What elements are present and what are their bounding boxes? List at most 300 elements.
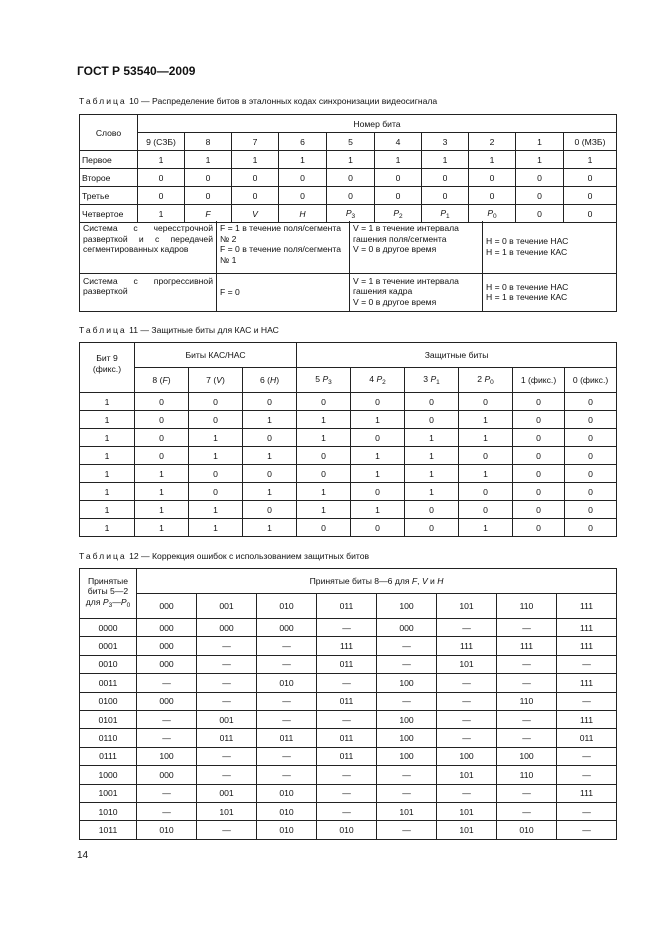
table11-cell: 0 <box>565 519 617 537</box>
table10-row-name: Четвертое <box>80 205 138 223</box>
table10-cell: 0 <box>138 187 185 205</box>
table12-cell: 100 <box>497 747 557 765</box>
table11-cell: 1 <box>459 429 513 447</box>
table12-cell: — <box>437 710 497 728</box>
table11-sub-header-0: 8 (F) <box>135 368 189 393</box>
table12-row <box>80 710 617 728</box>
table12-row-key: 0010 <box>80 655 137 673</box>
table12-row <box>80 821 617 839</box>
table10-body <box>80 151 617 223</box>
table11-cell: 0 <box>513 393 565 411</box>
table10-cell: 0 <box>327 169 375 187</box>
table10-cell: 1 <box>422 151 469 169</box>
table12-cell: — <box>257 766 317 784</box>
table11-cell: 0 <box>351 483 405 501</box>
table11-cell: 1 <box>405 483 459 501</box>
table12-cell: — <box>257 637 317 655</box>
table12-cell: — <box>197 821 257 839</box>
table11-group2-header: Защитные биты <box>297 343 617 368</box>
table12-cell: — <box>197 637 257 655</box>
table10-cell: 0 <box>516 205 564 223</box>
table12-cell: — <box>377 784 437 802</box>
table10-cell: 0 <box>469 169 516 187</box>
table12-cell: 100 <box>377 710 437 728</box>
table12-cell: — <box>557 747 617 765</box>
table11-cell: 1 <box>135 465 189 483</box>
table11-cell: 0 <box>513 465 565 483</box>
table11-cell: 1 <box>405 447 459 465</box>
table12-sub-header-4: 100 <box>377 594 437 619</box>
table12-cell: — <box>497 784 557 802</box>
table10-bit-header-3: 6 <box>279 133 327 151</box>
table11-caption-num: 11 <box>129 325 139 335</box>
table11-cell: 0 <box>565 393 617 411</box>
table12-row-key: 1000 <box>80 766 137 784</box>
table11-row <box>80 393 617 411</box>
table11-sub-header-4: 4 $P_2$ <box>351 368 405 393</box>
table12-row <box>80 637 617 655</box>
table12-cell: — <box>437 619 497 637</box>
table12-row-key: 1001 <box>80 784 137 802</box>
table12-sub-header-1: 001 <box>197 594 257 619</box>
table10-bit-header-9: 0 (МЗБ) <box>564 133 617 151</box>
table11-cell: 0 <box>189 411 243 429</box>
table12-cell: 100 <box>377 729 437 747</box>
table12-cell: — <box>317 784 377 802</box>
table11-cell: 0 <box>351 429 405 447</box>
table12-cell: 000 <box>197 619 257 637</box>
table12-cell: — <box>437 784 497 802</box>
table10-bitnum-header: Номер бита <box>138 115 617 133</box>
table11-caption-label: Таблица <box>79 325 127 335</box>
table11-cell: 0 <box>565 447 617 465</box>
table12-cell: 101 <box>437 802 497 820</box>
table12-cell: — <box>197 692 257 710</box>
table11-cell: 0 <box>135 393 189 411</box>
table11-cell: 0 <box>297 519 351 537</box>
table11-cell: 0 <box>189 393 243 411</box>
table12-cell: — <box>137 802 197 820</box>
table11-cell: 1 <box>80 501 135 519</box>
table12-cell: — <box>137 784 197 802</box>
table12-cell: 000 <box>137 655 197 673</box>
table11-row <box>80 447 617 465</box>
table12-cell: — <box>497 619 557 637</box>
table11-cell: 0 <box>135 411 189 429</box>
table10-cell: V <box>232 205 279 223</box>
progressive-h: H = 0 в течение НАС H = 1 в течение КАС <box>483 273 617 311</box>
table11-cell: 0 <box>243 501 297 519</box>
table11-sub-header-8: 0 (фикс.) <box>565 368 617 393</box>
table11-cell: 0 <box>351 393 405 411</box>
table12-row <box>80 692 617 710</box>
table11-cell: 1 <box>405 465 459 483</box>
table11-cell: 0 <box>513 411 565 429</box>
table11-cell: 0 <box>243 393 297 411</box>
table12-row <box>80 729 617 747</box>
table10-cell: F <box>185 205 232 223</box>
table12-cell: 111 <box>557 710 617 728</box>
table12-cell: 111 <box>557 674 617 692</box>
table12-row-key: 1011 <box>80 821 137 839</box>
table12-cell: 111 <box>557 637 617 655</box>
table12-cell: — <box>497 802 557 820</box>
table10-row <box>80 187 617 205</box>
table12-row-key: 0000 <box>80 619 137 637</box>
table12-sub-header-2: 010 <box>257 594 317 619</box>
table11-cell: 0 <box>351 519 405 537</box>
table10-cell: 1 <box>516 151 564 169</box>
table12-cell: — <box>317 674 377 692</box>
table11-cell: 1 <box>243 447 297 465</box>
table12-cell: — <box>557 766 617 784</box>
table12-cell: 101 <box>437 766 497 784</box>
table11-cell: 1 <box>297 429 351 447</box>
table11-cell: 0 <box>189 465 243 483</box>
table12-cell: — <box>377 637 437 655</box>
table11-cell: 1 <box>351 447 405 465</box>
table10-cell: 0 <box>279 187 327 205</box>
table10-cell: 0 <box>564 169 617 187</box>
table10-cell: 0 <box>422 169 469 187</box>
table10-cell: $P_1$ <box>422 205 469 223</box>
table11-cell: 0 <box>513 501 565 519</box>
table11-cell: 0 <box>565 411 617 429</box>
table12-cell: — <box>317 710 377 728</box>
table12-sub-header-5: 101 <box>437 594 497 619</box>
table12-row-key: 0100 <box>80 692 137 710</box>
table12-cell: — <box>377 821 437 839</box>
table11-row <box>80 429 617 447</box>
table11-sub-header-1: 7 (V) <box>189 368 243 393</box>
table12-cell: 000 <box>137 766 197 784</box>
table12-row-key: 0001 <box>80 637 137 655</box>
table12-cell: — <box>377 655 437 673</box>
table12-cell: 100 <box>137 747 197 765</box>
table12-caption-label: Таблица <box>79 551 127 561</box>
table10-cell: 1 <box>279 151 327 169</box>
table10-row <box>80 169 617 187</box>
table11-body <box>80 393 617 537</box>
table11-cell: 0 <box>243 465 297 483</box>
table10-caption-text: — Распределение битов в эталонных кодах синхронизации видеосигнала <box>141 96 438 106</box>
table11-cell: 0 <box>405 411 459 429</box>
table12-sub-header-3: 011 <box>317 594 377 619</box>
table12-row <box>80 802 617 820</box>
table10-cell: 0 <box>564 205 617 223</box>
table11-cell: 0 <box>405 501 459 519</box>
interlaced-v: V = 1 в течение интервала гашения поля/сегмента V = 0 в другое время <box>350 221 483 273</box>
table11-sub-header-6: 2 $P_0$ <box>459 368 513 393</box>
table11-sub-header-3: 5 $P_3$ <box>297 368 351 393</box>
table12-row-key: 0111 <box>80 747 137 765</box>
progressive-label: Система с прогрессивной разверткой <box>80 273 217 311</box>
table11-cell: 0 <box>243 429 297 447</box>
table12-cell: 100 <box>437 747 497 765</box>
table11-group1-header: Биты КАС/НАС <box>135 343 297 368</box>
table10-cell: 1 <box>138 151 185 169</box>
table11-cell: 1 <box>243 519 297 537</box>
table12-cell: 000 <box>257 619 317 637</box>
table10-cell: 0 <box>185 187 232 205</box>
interlaced-label: Система с чересстрочной разверткой и с передачей сегментированных кадров <box>80 221 217 273</box>
table11-cell: 0 <box>513 429 565 447</box>
table11 <box>79 342 617 537</box>
table10-cell: 1 <box>138 205 185 223</box>
table10-cell: 0 <box>138 169 185 187</box>
table12-cell: 011 <box>317 747 377 765</box>
table10-bit-header-6: 3 <box>422 133 469 151</box>
table11-cell: 1 <box>80 519 135 537</box>
table11-cell: 1 <box>135 501 189 519</box>
table11-cell: 0 <box>513 483 565 501</box>
interlaced-h: H = 0 в течение НАС H = 1 в течение КАС <box>483 221 617 273</box>
table10-bit-header-4: 5 <box>327 133 375 151</box>
table12-cell: — <box>557 821 617 839</box>
table11-sub-row <box>80 368 617 393</box>
table10-bit-header-7: 2 <box>469 133 516 151</box>
table10-cell: $P_2$ <box>375 205 422 223</box>
table11-cell: 1 <box>80 447 135 465</box>
table10-row <box>80 205 617 223</box>
table11-cell: 1 <box>459 411 513 429</box>
table10-cell: $P_3$ <box>327 205 375 223</box>
table11-cell: 0 <box>459 483 513 501</box>
table11-cell: 1 <box>80 483 135 501</box>
table12-row <box>80 766 617 784</box>
table11-cell: 0 <box>459 501 513 519</box>
table11-cell: 0 <box>297 447 351 465</box>
table12-cell: — <box>437 692 497 710</box>
table12-cell: — <box>137 674 197 692</box>
table11-cell: 1 <box>189 447 243 465</box>
table12-cell: 010 <box>257 674 317 692</box>
table10-cell: 0 <box>375 169 422 187</box>
table11-cell: 1 <box>80 465 135 483</box>
table11-sub-header-2: 6 (H) <box>243 368 297 393</box>
table11-cell: 0 <box>513 447 565 465</box>
table12-cell: — <box>437 729 497 747</box>
table12-cell: 011 <box>317 729 377 747</box>
table12-cell: — <box>257 655 317 673</box>
table10-cell: 0 <box>422 187 469 205</box>
table12-cell: — <box>497 710 557 728</box>
table11-cell: 0 <box>135 447 189 465</box>
table11-cell: 0 <box>459 447 513 465</box>
table12-cell: 001 <box>197 784 257 802</box>
table12-cell: 101 <box>437 655 497 673</box>
table10-bit-header-0: 9 (СЗБ) <box>138 133 185 151</box>
table12 <box>79 568 617 840</box>
table11-cell: 1 <box>405 429 459 447</box>
table11-cell: 0 <box>459 393 513 411</box>
table10-word-header: Слово <box>80 115 138 151</box>
table11-cell: 0 <box>189 483 243 501</box>
table10-caption-num: 10 <box>129 96 139 106</box>
table11-cell: 1 <box>80 429 135 447</box>
table12-cell: 010 <box>137 821 197 839</box>
table11-cell: 1 <box>135 519 189 537</box>
table12-cell: 100 <box>377 747 437 765</box>
table12-sub-row <box>80 594 617 619</box>
table11-cell: 0 <box>565 429 617 447</box>
table11-cell: 1 <box>80 411 135 429</box>
table12-received-header: Принятые биты 5—2 для $P_3—P_0$ <box>80 569 137 619</box>
table10-cell: 0 <box>516 169 564 187</box>
table11-row <box>80 501 617 519</box>
table12-cell: 111 <box>557 784 617 802</box>
table12-row <box>80 747 617 765</box>
table10-row-name: Второе <box>80 169 138 187</box>
table12-cell: — <box>257 692 317 710</box>
table10-cell: $P_0$ <box>469 205 516 223</box>
table10-cell: 0 <box>279 169 327 187</box>
table12-cell: 100 <box>377 674 437 692</box>
table12-cell: — <box>497 674 557 692</box>
table12-row-key: 0101 <box>80 710 137 728</box>
table10-notes <box>79 221 617 312</box>
table11-cell: 0 <box>297 465 351 483</box>
table12-row-key: 0011 <box>80 674 137 692</box>
table12-cell: 110 <box>497 766 557 784</box>
table12-cell: — <box>317 802 377 820</box>
table11-cell: 1 <box>189 429 243 447</box>
table11-cell: 0 <box>135 429 189 447</box>
table12-sub-header-7: 111 <box>557 594 617 619</box>
table11-bit9-header: Бит 9 (фикс.) <box>80 343 135 393</box>
table12-cell: 010 <box>257 821 317 839</box>
table10-bit-header-8: 1 <box>516 133 564 151</box>
table10-cell: 0 <box>327 187 375 205</box>
table12-cell: 101 <box>437 821 497 839</box>
table10-cell: 0 <box>232 187 279 205</box>
table12-row <box>80 619 617 637</box>
table11-row <box>80 483 617 501</box>
table12-cell: — <box>377 766 437 784</box>
table11-cell: 1 <box>189 501 243 519</box>
table12-row-key: 0110 <box>80 729 137 747</box>
table12-cell: 011 <box>197 729 257 747</box>
table12-cell: 101 <box>197 802 257 820</box>
table12-cell: — <box>557 802 617 820</box>
table12-cell: — <box>257 747 317 765</box>
table12-cell: — <box>317 619 377 637</box>
table12-cell: — <box>137 729 197 747</box>
table12-cell: 010 <box>257 784 317 802</box>
table11-cell: 1 <box>297 411 351 429</box>
table12-cell: — <box>437 674 497 692</box>
table10-cell: 1 <box>564 151 617 169</box>
table12-cell: — <box>557 692 617 710</box>
table10-bit-header-5: 4 <box>375 133 422 151</box>
interlaced-f: F = 1 в течение поля/сегмента № 2 F = 0 в течение поля/сегмента № 1 <box>217 221 350 273</box>
table12-row <box>80 655 617 673</box>
table11-row <box>80 465 617 483</box>
table10-row-name: Третье <box>80 187 138 205</box>
table12-cell: 111 <box>437 637 497 655</box>
table12-cell: 110 <box>497 692 557 710</box>
table12-cell: 010 <box>257 802 317 820</box>
table12-cell: 011 <box>317 692 377 710</box>
table11-caption-text: — Защитные биты для КАС и НАС <box>140 325 279 335</box>
table11-cell: 0 <box>405 393 459 411</box>
table12-cell: — <box>557 655 617 673</box>
table12-cell: 011 <box>257 729 317 747</box>
table10-cell: 0 <box>469 187 516 205</box>
page-number: 14 <box>77 850 89 861</box>
table12-cell: — <box>257 710 317 728</box>
table10-cell: 0 <box>232 169 279 187</box>
table12-cell: 010 <box>497 821 557 839</box>
table10-cell: 1 <box>375 151 422 169</box>
table11-row <box>80 519 617 537</box>
table12-row-key: 1010 <box>80 802 137 820</box>
table10-cell: 1 <box>232 151 279 169</box>
table11-cell: 1 <box>80 393 135 411</box>
table10-bits-row <box>80 133 617 151</box>
table11-cell: 1 <box>351 465 405 483</box>
table11-cell: 1 <box>351 501 405 519</box>
table12-cell: 000 <box>137 637 197 655</box>
table12-cell: 000 <box>377 619 437 637</box>
table10-caption-label: Таблица <box>79 96 127 106</box>
table10-cell: 0 <box>375 187 422 205</box>
table12-cell: 011 <box>557 729 617 747</box>
table10 <box>79 114 617 223</box>
table11-cell: 0 <box>565 483 617 501</box>
table12-sub-header-0: 000 <box>137 594 197 619</box>
table11-cell: 1 <box>297 501 351 519</box>
table12-cell: 010 <box>317 821 377 839</box>
table12-sub-header-6: 110 <box>497 594 557 619</box>
table11-cell: 0 <box>565 501 617 519</box>
table12-cell: 000 <box>137 692 197 710</box>
table12-cell: — <box>377 692 437 710</box>
table11-cell: 0 <box>297 393 351 411</box>
table12-cell: 111 <box>497 637 557 655</box>
table11-cell: 1 <box>459 519 513 537</box>
table11-cell: 1 <box>243 411 297 429</box>
table11-cell: 1 <box>459 465 513 483</box>
table11-cell: 1 <box>189 519 243 537</box>
table12-cell: — <box>197 674 257 692</box>
table12-cell: 111 <box>317 637 377 655</box>
table12-cell: 011 <box>317 655 377 673</box>
table11-sub-header-5: 3 $P_1$ <box>405 368 459 393</box>
table11-sub-header-7: 1 (фикс.) <box>513 368 565 393</box>
table12-cell: — <box>197 747 257 765</box>
table11-cell: 1 <box>351 411 405 429</box>
table10-bit-header-2: 7 <box>232 133 279 151</box>
table10-cell: 1 <box>469 151 516 169</box>
table10-row-name: Первое <box>80 151 138 169</box>
table10-cell: H <box>279 205 327 223</box>
table11-cell: 0 <box>565 465 617 483</box>
table10-cell: 0 <box>516 187 564 205</box>
table12-cell: 111 <box>557 619 617 637</box>
table12-cell: — <box>317 766 377 784</box>
table12-cell: — <box>197 655 257 673</box>
table12-caption <box>79 551 369 561</box>
table10-cell: 1 <box>185 151 232 169</box>
table12-row <box>80 784 617 802</box>
document-header: ГОСТ Р 53540—2009 <box>77 64 196 78</box>
table12-cell: 101 <box>377 802 437 820</box>
table12-cell: — <box>497 655 557 673</box>
table12-row <box>80 674 617 692</box>
table11-caption <box>79 325 279 335</box>
table11-cell: 1 <box>135 483 189 501</box>
